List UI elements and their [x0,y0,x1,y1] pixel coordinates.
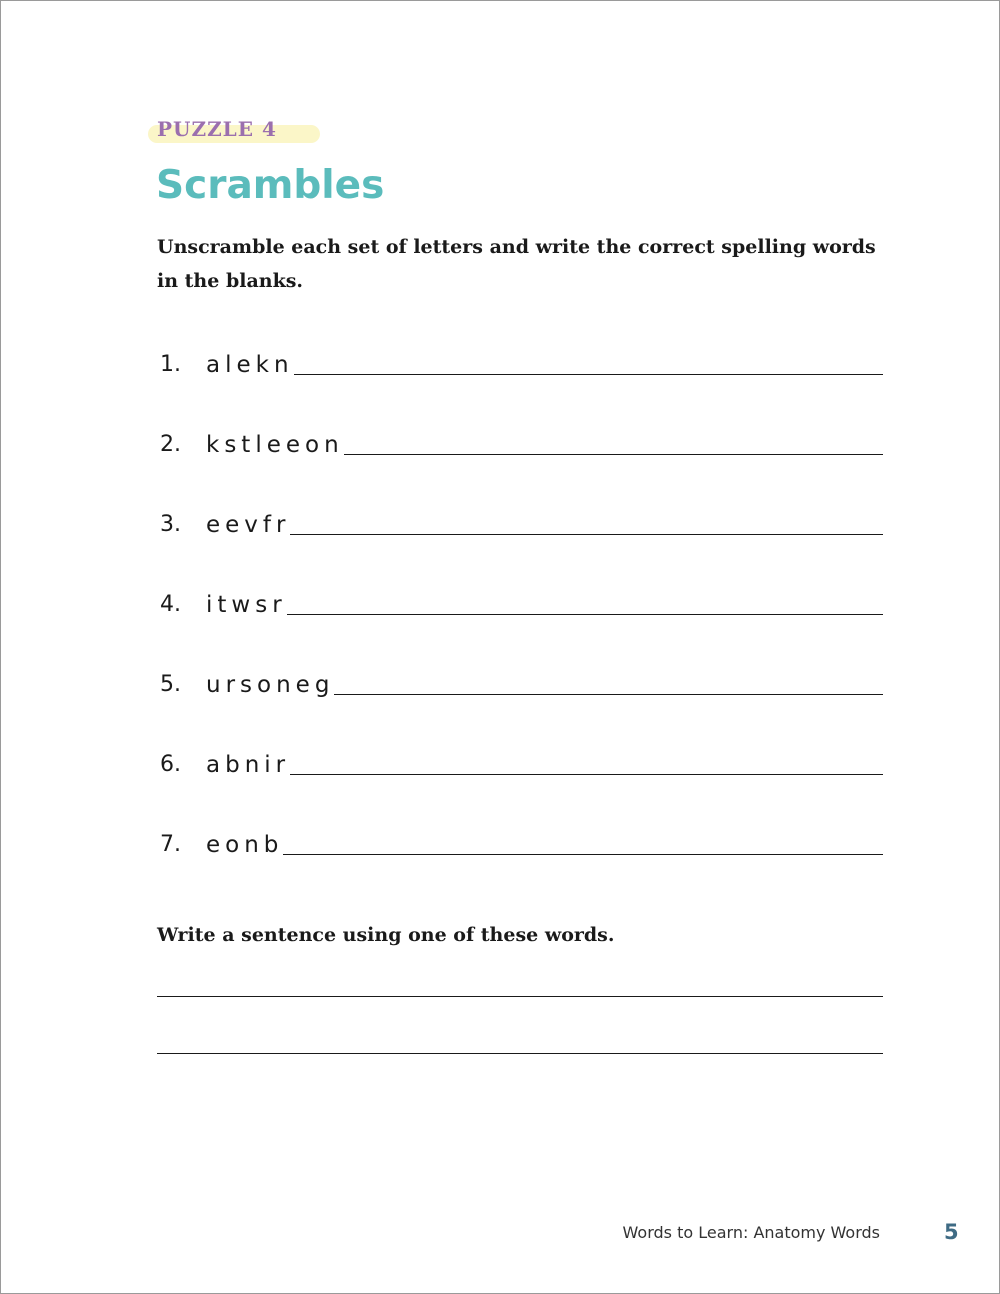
sentence-prompt: Write a sentence using one of these words. [157,924,615,946]
scramble-item [160,578,883,618]
sentence-line[interactable] [157,1053,883,1054]
answer-blank[interactable] [283,853,883,855]
scramble-item [160,738,883,778]
scramble-item [160,418,883,458]
scrambled-letters: kstleeon [206,432,344,458]
item-number: 1. [160,352,181,377]
footer-section-title: Words to Learn: Anatomy Words [622,1223,880,1242]
page-title: Scrambles [156,163,385,208]
scrambled-letters: ursoneg [206,672,335,698]
item-number: 7. [160,832,181,857]
answer-blank[interactable] [334,693,883,695]
answer-blank[interactable] [290,533,883,535]
scramble-item [160,658,883,698]
scrambled-letters: eonb [206,832,284,858]
scrambled-letters: eevfr [206,512,291,538]
item-number: 3. [160,512,181,537]
scrambled-letters: abnir [206,752,291,778]
item-number: 5. [160,672,181,697]
scramble-item [160,818,883,858]
page-number: 5 [944,1220,959,1244]
instructions: Unscramble each set of letters and write the correct spelling words in the blanks. [157,236,876,292]
answer-blank[interactable] [344,453,883,455]
answer-blank[interactable] [290,773,883,775]
puzzle-label-badge [148,116,277,146]
item-number: 2. [160,432,181,457]
sentence-line[interactable] [157,996,883,997]
item-number: 4. [160,592,181,617]
scrambled-letters: alekn [206,352,294,378]
puzzle-label: PUZZLE 4 [157,117,277,141]
scramble-item [160,498,883,538]
answer-blank[interactable] [287,613,883,615]
scrambled-letters: itwsr [206,592,287,618]
item-number: 6. [160,752,181,777]
scramble-item [160,338,883,378]
answer-blank[interactable] [294,373,883,375]
